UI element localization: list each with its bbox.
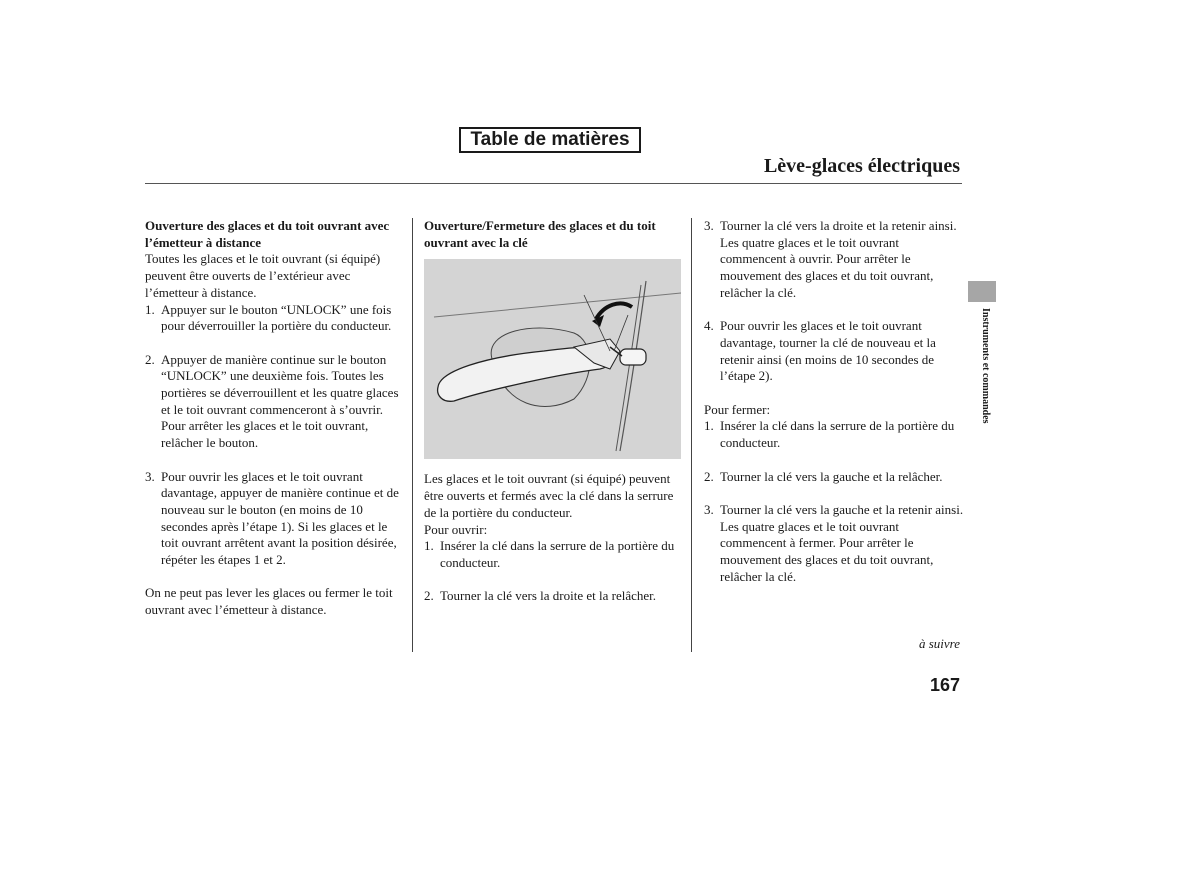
list-item: 2. Tourner la clé vers la droite et la relâcher. — [424, 588, 657, 604]
list-item: 1. Insérer la clé dans la serrure de la portière du conducteur. — [424, 538, 675, 570]
list-item: 1. Insérer la clé dans la serrure de la portière du conducteur. — [704, 418, 955, 451]
key-body: Les glaces et le toit ouvrant (si équipé) peuvent être ouverts et fermés avec la clé dans la serrure de la portière du conducteur. — [424, 471, 674, 520]
list-item: 3. Tourner la clé vers la droite et la retenir ainsi. Les quatre glaces et le toit ouvrant commencent à ouvrir. Pour arrêter le mouvement des glaces et du toit ouvrant, relâcher la clé. — [704, 218, 957, 300]
chapter-tab — [968, 281, 996, 302]
list-item: 4. Pour ouvrir les glaces et le toit ouvrant davantage, tourner la clé de nouveau et la retenir ainsi (en moins de 10 secondes de l’étape 2). — [704, 318, 936, 384]
column-divider — [691, 218, 692, 652]
open-label: Pour ouvrir: — [424, 521, 488, 537]
remote-intro: Toutes les glaces et le toit ouvrant (si équipé) peuvent être ouverts de l’extérieur avec l’émetteur à distance. — [145, 251, 381, 300]
column-key — [424, 218, 686, 605]
section-title: Lève-glaces électriques — [763, 155, 960, 177]
remote-heading: Ouverture des glaces et du toit ouvrant avec l’émetteur à distance — [145, 218, 390, 250]
list-item: 3. Pour ouvrir les glaces et le toit ouvrant davantage, appuyer de manière continue et de nouveau sur le bouton (en moins de 10 secondes après l’étape 1). Si les glaces et le toit ouvrant arrêtent avant la position désirée, répéter les étapes 1 et 2. — [145, 468, 399, 568]
column-divider — [412, 218, 413, 652]
header-rule — [145, 183, 962, 184]
key-heading: Ouverture/Fermeture des glaces et du toit ouvrant avec la clé — [424, 218, 656, 250]
list-item: 1. Appuyer sur le bouton “UNLOCK” une fois pour déverrouiller la portière du conducteur. — [145, 301, 392, 334]
remote-note: On ne peut pas lever les glaces ou fermer le toit ouvrant avec l’émetteur à distance. — [145, 585, 393, 618]
list-item: 2. Appuyer de manière continue sur le bouton “UNLOCK” une deuxième fois. Toutes les portières se déverrouillent et les quatre glaces et le toit ouvrant commenceront à s’ouvrir. Pour arrêter les glaces et le toit ouvrant, relâcher le bouton. — [145, 351, 399, 451]
close-label: Pour fermer: — [704, 401, 771, 417]
column-remote — [145, 218, 407, 619]
continued-note: à suivre — [918, 636, 960, 651]
list-item: 2. Tourner la clé vers la gauche et la relâcher. — [704, 468, 943, 484]
door-handle-key-illustration — [424, 259, 681, 459]
table-of-contents-button[interactable]: Table de matières — [459, 127, 641, 153]
list-item: 3. Tourner la clé vers la gauche et la retenir ainsi. Les quatre glaces et le toit ouvrant commencent à fermer. Pour arrêter le mouvement des glaces et du toit ouvrant, relâcher la clé. — [704, 501, 964, 584]
page-number: 167 — [929, 675, 960, 695]
column-key-continued — [704, 218, 966, 585]
chapter-label: Instruments et commandes — [980, 308, 991, 424]
